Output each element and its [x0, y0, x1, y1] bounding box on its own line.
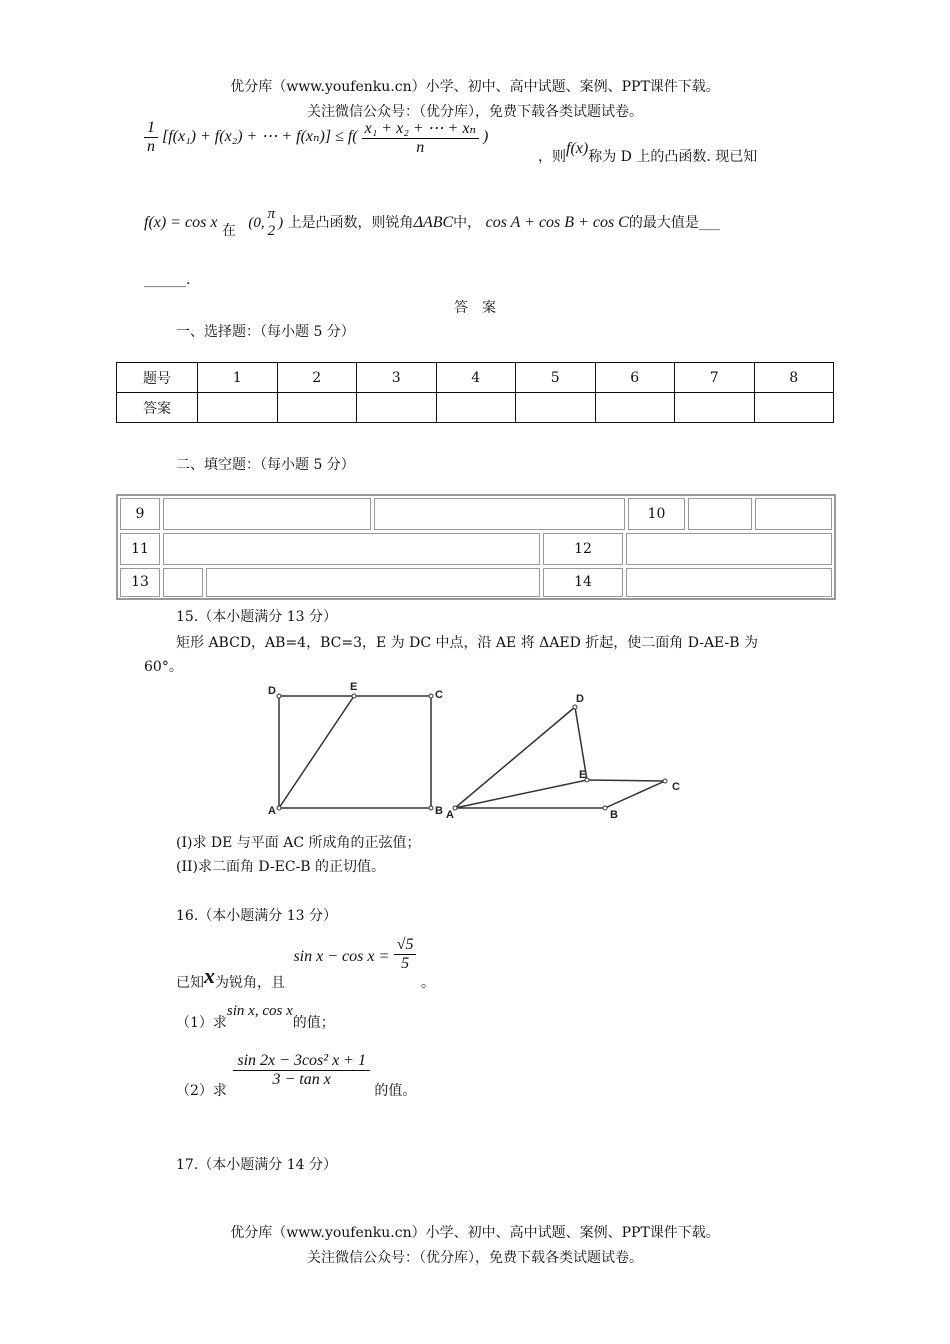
rectangle-abcd	[279, 696, 431, 808]
label-11: 11	[120, 533, 160, 565]
q15-figures	[250, 676, 710, 826]
cos-convex-statement: f(x) = cos x 在 (0, π 2 ) 上是凸函数，则锐角ΔABC中， cos A + cos B + cos C的最大值是___	[144, 206, 720, 239]
row-answer-label: 答案	[117, 393, 198, 423]
section-1-title: 一、选择题：（每小题 5 分）	[176, 324, 355, 340]
label-14: 14	[543, 568, 623, 597]
section-2-title: 二、填空题：（每小题 5 分）	[176, 457, 355, 473]
q16-part-2: （2）求 $\frac{\text{sin 2x − 3cos² x + 1}}{\text{3 − tan x}}$ 的值。	[176, 1052, 417, 1099]
fig2-label-d: D	[576, 693, 584, 705]
answer-cell[interactable]	[436, 393, 516, 423]
answer-cell[interactable]	[688, 498, 752, 530]
q17-title: 17.（本小题满分 14 分）	[176, 1157, 337, 1173]
answer-blank: ______.	[144, 272, 191, 288]
row-header-label: 题号	[117, 363, 198, 393]
fraction-1-over-n: $\frac{1}{n}$	[144, 119, 158, 156]
fig2-label-a: A	[446, 809, 454, 821]
answer-cell[interactable]	[163, 533, 540, 565]
fig1-label-c: C	[435, 689, 443, 701]
question-number: 4	[436, 363, 516, 393]
answer-cell[interactable]	[626, 568, 832, 597]
header-line-2: 关注微信公众号：（优分库），免费下载各类试题试卷。	[307, 104, 643, 120]
footer-line-2: 关注微信公众号：（优分库），免费下载各类试题试卷。	[307, 1250, 643, 1266]
q16-given: 已知x为锐角，且 sin x − cos x = $\frac{√5}{5}$ 。	[176, 936, 435, 991]
fig1-label-e: E	[350, 681, 358, 693]
answer-cell[interactable]	[357, 393, 437, 423]
choice-answer-table	[116, 362, 834, 423]
q15-body: 矩形 ABCD，AB=4，BC=3，E 为 DC 中点，沿 AE 将 ΔAED 折起，使二面角 D-AE-B 为	[176, 635, 759, 651]
answer-cell[interactable]	[754, 393, 834, 423]
label-10: 10	[628, 498, 685, 530]
convex-inequality: $\frac{1}{n}$ [f(x₁) + f(x₂) + ⋯ + f(xₙ)] ≤ f( $\frac{\text{x₁ + x₂ + ⋯ + xₙ}}{n}$ )	[144, 118, 488, 157]
answer-cell[interactable]	[626, 533, 832, 565]
plane-abce	[455, 780, 665, 808]
answer-cell[interactable]	[163, 498, 371, 530]
answer-cell[interactable]	[206, 568, 540, 597]
question-number: 6	[595, 363, 675, 393]
answer-cell[interactable]	[755, 498, 832, 530]
label-13: 13	[120, 568, 160, 597]
question-number: 7	[675, 363, 755, 393]
q15-title: 15.（本小题满分 13 分）	[176, 609, 337, 625]
label-12: 12	[543, 533, 623, 565]
q15-part-2: (II)求二面角 D-EC-B 的正切值。	[176, 859, 386, 875]
table-row	[117, 393, 834, 423]
answer-cell[interactable]	[374, 498, 625, 530]
q15-body-cont: 60°。	[144, 659, 183, 675]
answer-cell[interactable]	[516, 393, 596, 423]
q16-part-1: （1）求sin x, cos x的值；	[176, 1003, 335, 1031]
fig2-label-b: B	[610, 809, 618, 821]
segment-ad	[455, 707, 575, 808]
answer-cell[interactable]	[198, 393, 278, 423]
label-9: 9	[120, 498, 160, 530]
question-number: 5	[516, 363, 596, 393]
segment-ae	[279, 696, 354, 808]
question-number: 2	[277, 363, 357, 393]
answer-cell[interactable]	[675, 393, 755, 423]
answer-cell[interactable]	[277, 393, 357, 423]
header-line-1: 优分库（www.youfenku.cn）小学、初中、高中试题、案例、PPT课件下载。	[230, 79, 720, 95]
question-number: 1	[198, 363, 278, 393]
q16-title: 16.（本小题满分 13 分）	[176, 908, 337, 924]
answer-cell[interactable]	[163, 568, 203, 597]
fig1-label-b: B	[435, 805, 443, 817]
fraction-mean: $\frac{\text{x₁ + x₂ + ⋯ + xₙ}}{n}$	[362, 118, 479, 157]
answer-cell[interactable]	[595, 393, 675, 423]
fig1-label-d: D	[268, 685, 276, 697]
convex-definition-text: ，则f(x)称为 D 上的凸函数. 现已知	[538, 140, 758, 165]
q15-part-1: (I)求 DE 与平面 AC 所成角的正弦值；	[176, 835, 421, 851]
fig1-label-a: A	[268, 805, 276, 817]
answer-title: 答 案	[454, 300, 496, 316]
fill-answer-table	[116, 494, 836, 600]
question-number: 3	[357, 363, 437, 393]
footer-line-1: 优分库（www.youfenku.cn）小学、初中、高中试题、案例、PPT课件下载。	[230, 1225, 720, 1241]
question-number: 8	[754, 363, 834, 393]
table-row	[117, 363, 834, 393]
fig2-label-e: E	[579, 769, 587, 781]
fig2-label-c: C	[672, 781, 680, 793]
